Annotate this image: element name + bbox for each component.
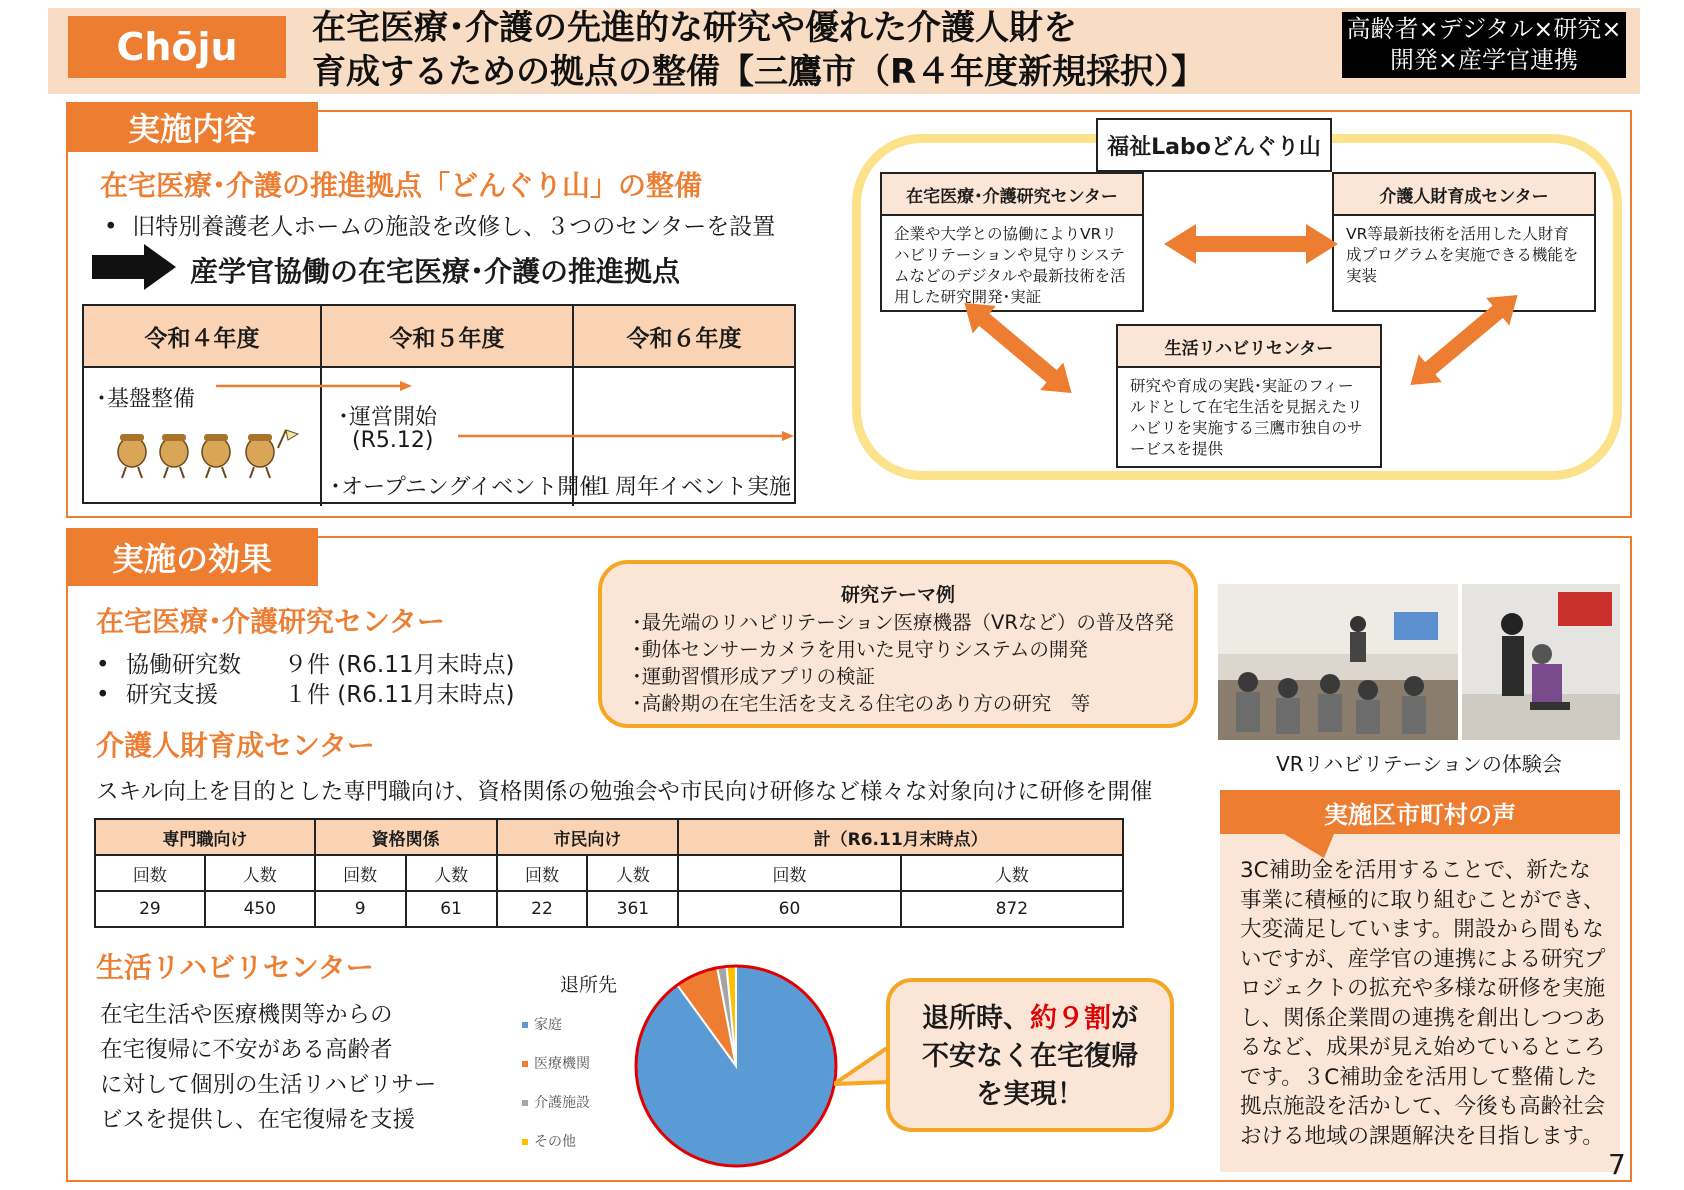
center-rehab-title: 生活リハビリセンター <box>1118 326 1380 368</box>
schedule-header-r5: 令和５年度 <box>322 306 572 368</box>
subheader-count: 回数 <box>95 855 205 891</box>
callout-pre: 退所時、 <box>922 1003 1030 1034</box>
voice-title: 実施区市町村の声 <box>1220 790 1620 834</box>
chart-title: 退所先 <box>560 974 618 996</box>
page-number: 7 <box>1608 1148 1626 1181</box>
rehab-desc-line: に対して個別の生活リハビリサー <box>100 1072 437 1098</box>
bubble-tail <box>834 1040 894 1100</box>
section1-bullet <box>104 208 775 241</box>
timeline-arrowhead <box>400 381 412 391</box>
title-line2: 育成するための拠点の整備【三鷹市（R４年度新規採択）】 <box>312 52 1206 92</box>
table-cell: 61 <box>406 891 497 927</box>
schedule-r5-event: ･オープニングイベント開催 <box>330 475 602 500</box>
callout-post: が <box>1111 1003 1138 1034</box>
legend-item <box>522 1053 590 1092</box>
group-header: 計（R6.11月末時点） <box>678 819 1123 855</box>
double-arrow-icon <box>953 289 1083 407</box>
vr-session-photo <box>1218 584 1458 740</box>
voice-title-tail <box>1284 834 1334 858</box>
bullet-text: 旧特別養護老人ホームの施設を改修し、３つのセンターを設置 <box>132 214 776 240</box>
subheader-count: 回数 <box>497 855 588 891</box>
table-cell: 450 <box>205 891 315 927</box>
callout-line3: を実現！ <box>976 1079 1084 1110</box>
tag-line1: 高齢者×デジタル×研究× <box>1346 15 1622 43</box>
legend-label: 医療機関 <box>534 1056 590 1072</box>
table-cell: 22 <box>497 891 588 927</box>
table-header-row <box>95 819 1123 855</box>
research-item: • 協働研究数 ９件 (R6.11月末時点) <box>96 652 515 678</box>
double-arrow-icon <box>1164 224 1338 264</box>
legend-item <box>522 1014 590 1053</box>
right-arrow-icon <box>92 244 176 290</box>
table-cell: 60 <box>678 891 900 927</box>
subheader-people: 人数 <box>587 855 678 891</box>
choju-logo: Chōju <box>68 16 286 78</box>
discharge-pie-chart <box>626 956 846 1176</box>
schedule-r5-date: (R5.12) <box>352 428 434 453</box>
themes-list <box>602 609 1194 717</box>
training-title: 介護人財育成センター <box>96 729 375 762</box>
schedule-header-r6: 令和６年度 <box>574 306 794 368</box>
table-subheader-row <box>95 855 1123 891</box>
group-header: 専門職向け <box>95 819 315 855</box>
tag-box <box>1342 12 1626 78</box>
research-themes-box <box>598 560 1198 728</box>
rehab-title: 生活リハビリセンター <box>96 951 374 984</box>
rehab-desc-line: 在宅復帰に不安がある高齢者 <box>100 1037 393 1063</box>
research-title: 在宅医療･介護研究センター <box>96 605 445 638</box>
result-callout <box>886 978 1174 1132</box>
theme-item: ･高齢期の在宅生活を支える住宅のあり方の研究 等 <box>632 692 1091 715</box>
legend-item <box>522 1131 590 1170</box>
voice-text: 3C補助金を活用することで、新たな事業に積極的に取り組むことができ、大変満足しています。開設から間もないですが、産学官の連携による研究プロジェクトの拡充や多様な研修を実施し、関係企業間の連携を創出しつつあるなど、成果が見え始めているところです。３C補助金を活用して整備した拠点施設を活かして、今後も高齢社会おける地域の課題解決を目指します。 <box>1240 858 1606 1149</box>
facility-name: 福祉Laboどんぐり山 <box>1096 118 1332 172</box>
schedule-r6-event: ･１周年イベント実施 <box>582 475 792 500</box>
legend-label: その他 <box>534 1134 576 1150</box>
research-item: • 研究支援 １件 (R6.11月末時点) <box>96 682 515 708</box>
center-training-title: 介護人財育成センター <box>1334 174 1594 216</box>
subheader-people: 人数 <box>901 855 1123 891</box>
acorn-mascots-image <box>110 428 300 480</box>
training-results-table <box>94 818 1124 928</box>
theme-item: ･最先端のリハビリテーション医療機器（VRなど）の普及啓発 <box>632 611 1174 634</box>
legend-item <box>522 1092 590 1131</box>
vr-trial-photo <box>1462 584 1620 740</box>
group-header: 市民向け <box>497 819 679 855</box>
schedule-r4-text: ･基盤整備 <box>96 387 196 412</box>
legend-swatch <box>522 1061 528 1067</box>
center-research-body: 企業や大学との協働によりVRリハビリテーションや見守りシステムなどのデジタルや最新技術を活用した研究開発･実証 <box>894 225 1126 306</box>
callout-line1 <box>890 1000 1170 1038</box>
center-research-title: 在宅医療･介護研究センター <box>882 174 1142 216</box>
rehab-desc-line: ビスを提供し、在宅復帰を支援 <box>100 1107 416 1133</box>
schedule-r5-start: ･運営開始 <box>338 405 438 430</box>
photo-caption: VRリハビリテーションの体験会 <box>1276 752 1562 776</box>
legend-swatch <box>522 1139 528 1145</box>
table-cell: 29 <box>95 891 205 927</box>
legend-swatch <box>522 1022 528 1028</box>
timeline-arrowhead <box>782 431 794 441</box>
double-arrow-icon <box>1399 281 1529 399</box>
group-header: 資格関係 <box>315 819 497 855</box>
rehab-desc <box>100 998 436 1138</box>
subheader-count: 回数 <box>678 855 900 891</box>
title-line1: 在宅医療･介護の先進的な研究や優れた介護人財を <box>312 8 1077 48</box>
research-items <box>96 650 514 710</box>
tag-line2: 開発×産学官連携 <box>1389 46 1579 74</box>
table-cell: 9 <box>315 891 406 927</box>
training-desc: スキル向上を目的とした専門職向け、資格関係の勉強会や市民向け研修など様々な対象向けに研修を開催 <box>96 779 1153 805</box>
diagram-arrows <box>850 130 1630 480</box>
legend-label: 家庭 <box>534 1017 562 1033</box>
chart-legend <box>522 1014 590 1170</box>
theme-item: ･動体センサーカメラを用いた見守りシステムの開発 <box>632 638 1088 661</box>
table-row <box>95 891 1123 927</box>
table-cell: 361 <box>587 891 678 927</box>
center-training-body: VR等最新技術を活用した人財育成プログラムを実施できる機能を実装 <box>1346 225 1579 285</box>
section1-heading: 実施内容 <box>66 102 318 152</box>
legend-swatch <box>522 1100 528 1106</box>
subheader-people: 人数 <box>406 855 497 891</box>
subheader-people: 人数 <box>205 855 315 891</box>
table-cell: 872 <box>901 891 1123 927</box>
center-rehab-body: 研究や育成の実践･実証のフィールドとして在宅生活を見据えたリハビリを実施する三鷹市独自のサービスを提供 <box>1130 377 1363 458</box>
subheader-count: 回数 <box>315 855 406 891</box>
themes-title: 研究テーマ例 <box>840 584 955 606</box>
schedule-header-r4: 令和４年度 <box>84 306 320 368</box>
theme-item: ･運動習慣形成アプリの検証 <box>632 665 875 688</box>
callout-highlight: 約９割 <box>1030 1003 1111 1034</box>
legend-label: 介護施設 <box>534 1095 590 1111</box>
page-title <box>312 6 1322 94</box>
section1-subheading: 在宅医療･介護の推進拠点「どんぐり山」の整備 <box>100 169 703 202</box>
bullet-dot: • <box>104 214 133 240</box>
section2-heading: 実施の効果 <box>66 528 318 586</box>
callout-line2: 不安なく在宅復帰 <box>922 1041 1138 1072</box>
arrow-text: 産学官協働の在宅医療･介護の推進拠点 <box>190 255 681 288</box>
rehab-desc-line: 在宅生活や医療機関等からの <box>100 1002 393 1028</box>
